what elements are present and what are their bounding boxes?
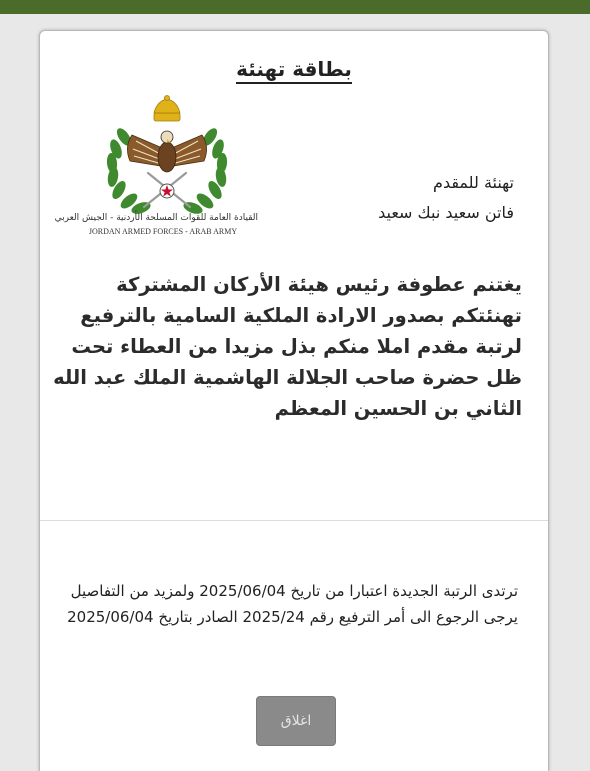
divider: [40, 520, 548, 521]
congratulation-dialog: [39, 30, 549, 771]
emblem-arabic-caption: القيادة العامة للقوات المسلحة الأردنية - الجيش العربي: [54, 213, 258, 223]
greeting-name: فاتن سعيد نبك سعيد: [378, 203, 514, 222]
dialog-title: بطاقة تهنئة: [40, 57, 548, 81]
top-status-bar: [0, 0, 590, 14]
greeting-rank: تهنئة للمقدم: [433, 173, 514, 192]
promotion-details: ترتدى الرتبة الجديدة اعتبارا من تاريخ 2025/06/04 ولمزيد من التفاصيل يرجى الرجوع الى أمر الترفيع رقم 2025/24 الصادر بتاريخ 2025/06/04: [67, 582, 518, 626]
emblem-english-caption: JORDAN ARMED FORCES - ARAB ARMY: [88, 227, 238, 236]
congratulation-message: يغتنم عطوفة رئيس هيئة الأركان المشتركة تهنئتكم بصدور الارادة الملكية السامية بالترفيع لرتبة مقدم املا منكم بذل مزيدا من العطاء تحت ظل حضرة صاحب الجلالة الهاشمية الملك عبد الله الثاني بن الحسين المعظم: [53, 273, 522, 420]
close-button[interactable]: اغلاق: [256, 696, 336, 746]
